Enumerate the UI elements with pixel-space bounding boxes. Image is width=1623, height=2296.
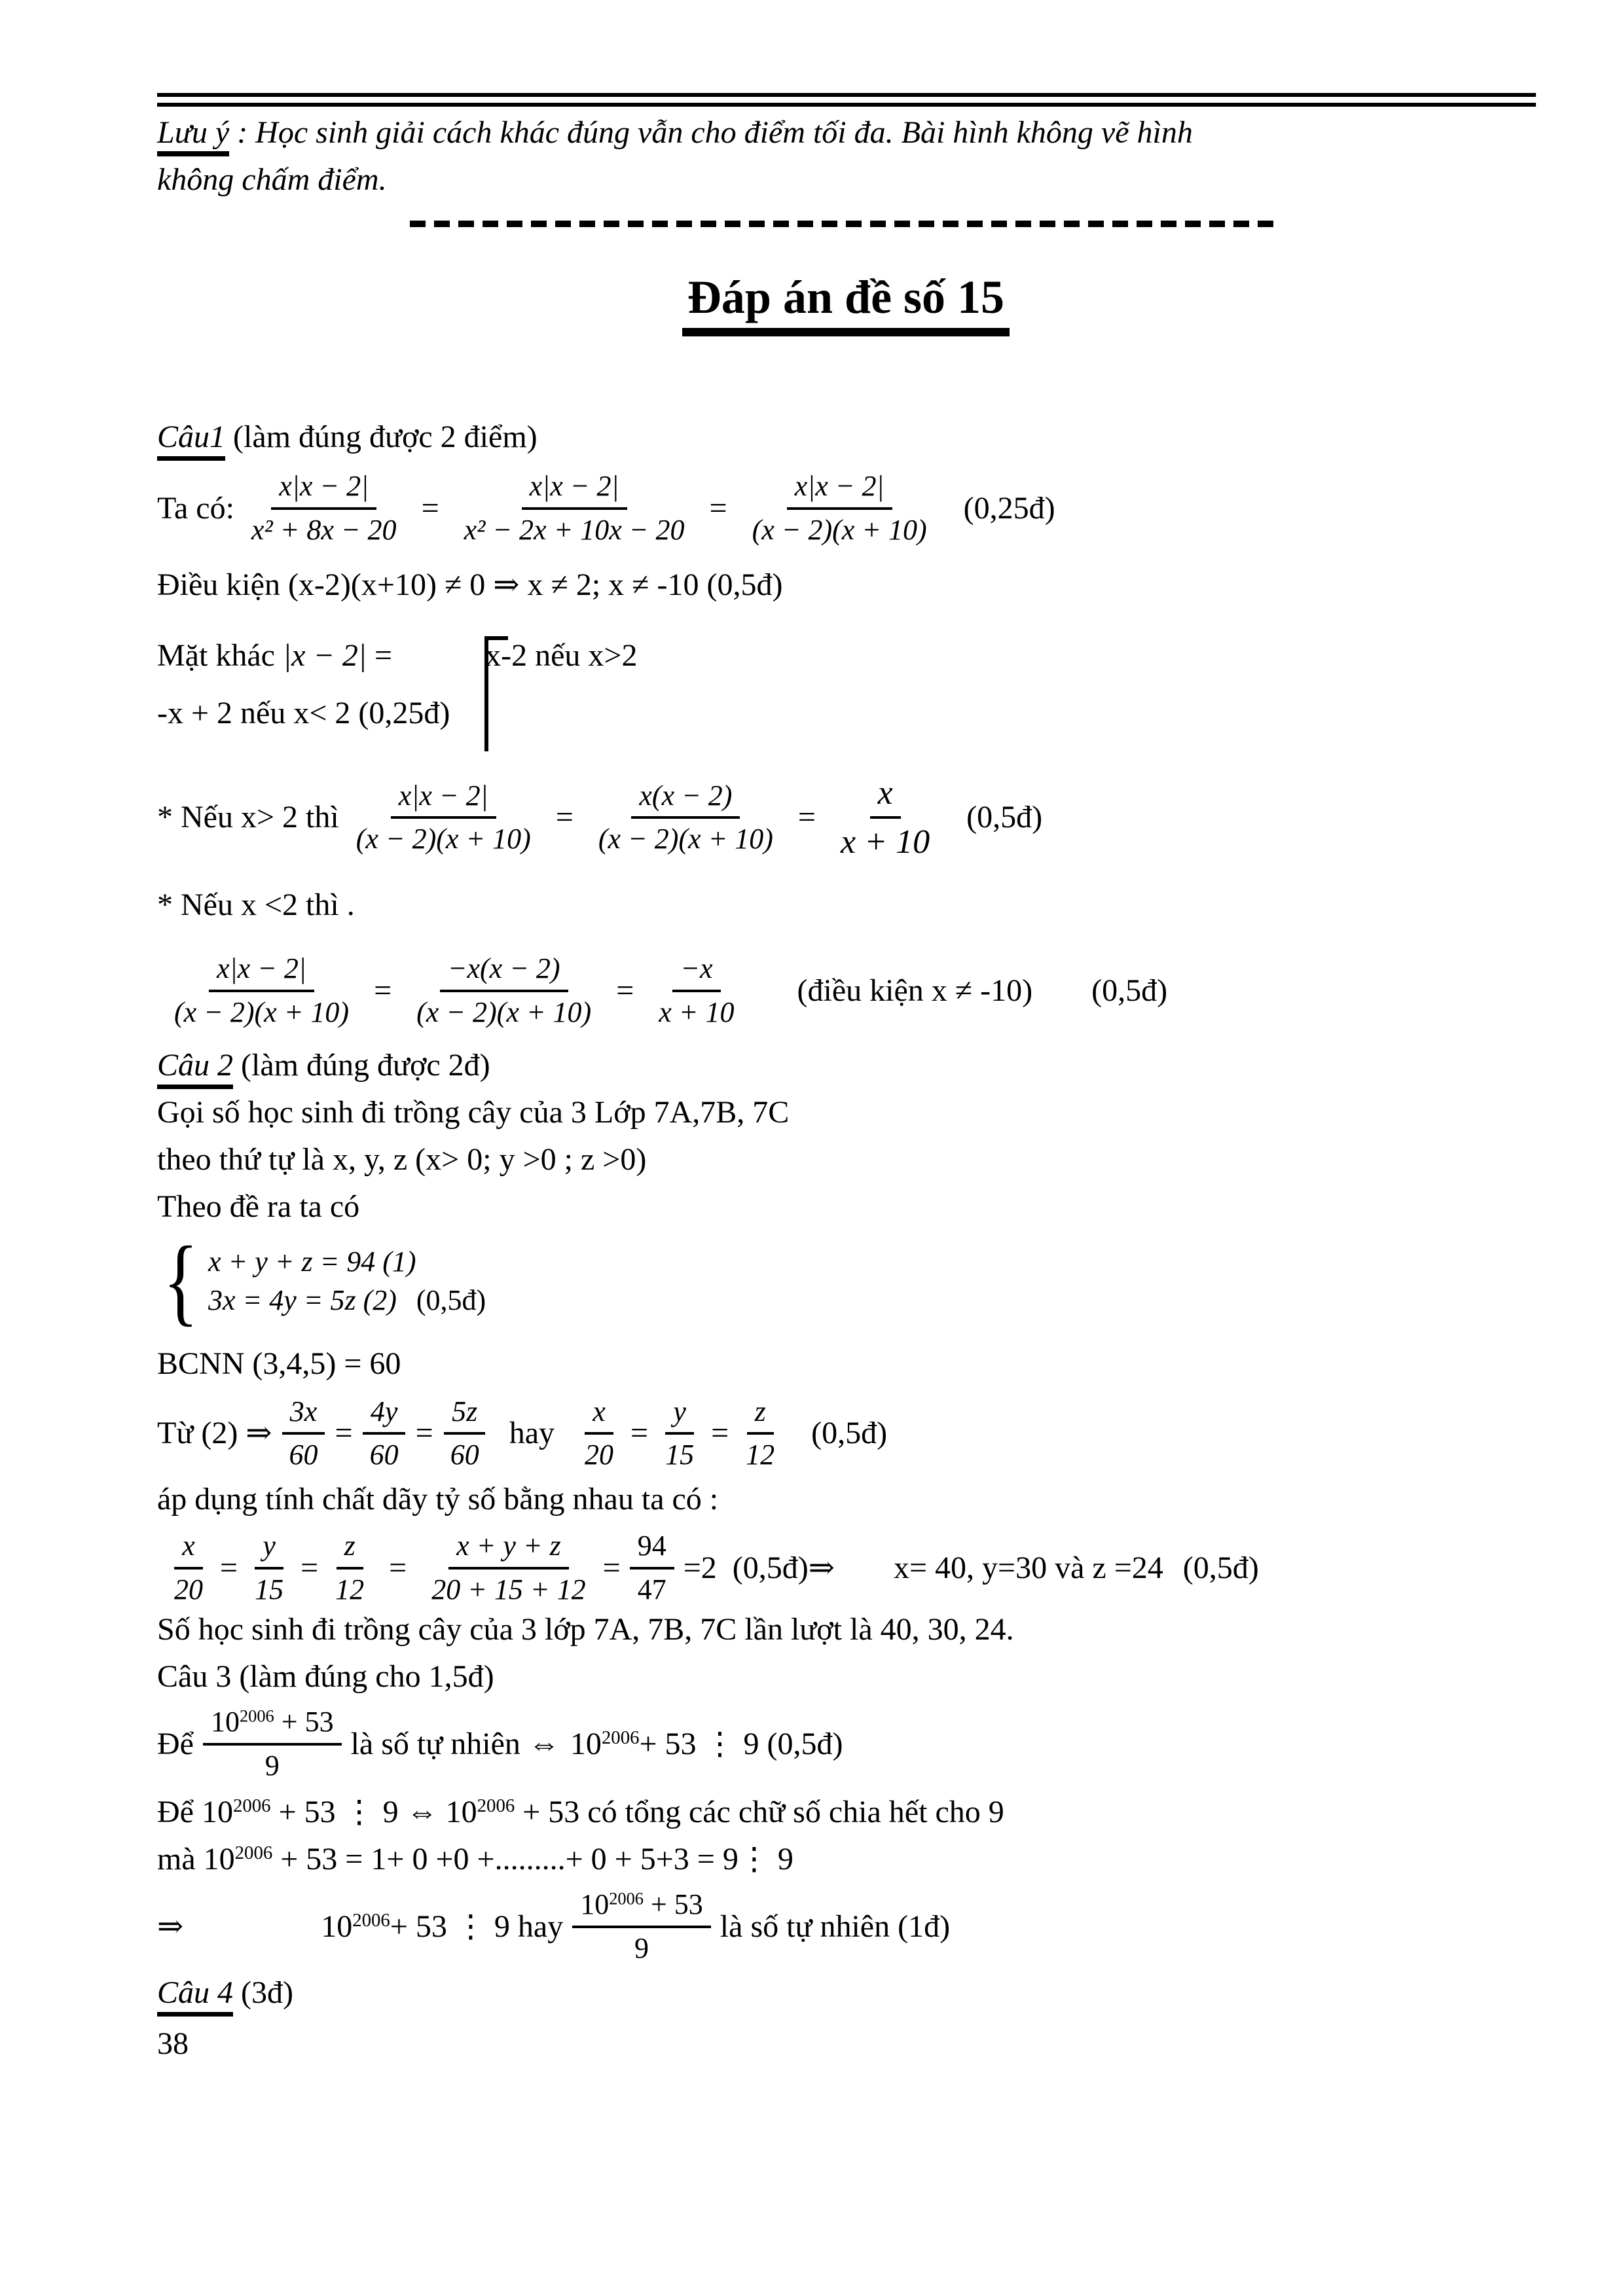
tail-text: + 53 có tổng các chữ số chia hết cho 9 xyxy=(515,1795,1004,1830)
piecewise-bracket xyxy=(484,636,508,751)
power-expression xyxy=(202,1795,271,1829)
numerator-tail: + 53 xyxy=(643,1888,703,1921)
fraction-denominator: x² + 8x − 20 xyxy=(251,513,397,546)
fraction xyxy=(327,1530,372,1606)
fraction xyxy=(738,1395,782,1472)
fraction-denominator: 9 xyxy=(634,1932,649,1965)
tail-text: là số tự nhiên (1đ) xyxy=(720,1909,951,1945)
fraction-denominator: 15 xyxy=(665,1439,695,1471)
fraction xyxy=(282,1395,326,1472)
fraction-numerator: x xyxy=(174,1530,203,1570)
fraction-denominator: (x − 2)(x + 10) xyxy=(752,513,927,546)
cau1-chain-line xyxy=(157,952,1535,1029)
fraction-numerator: −x(x − 2) xyxy=(440,952,568,992)
piecewise-case1: x-2 nếu x>2 xyxy=(485,637,638,673)
tail-text: + 53 = 1+ 0 +0 +.........+ 0 + 5+3 = 9⋮ 9 xyxy=(272,1842,793,1877)
implies-arrow: ⇒ xyxy=(157,1909,184,1945)
fraction-numerator: x|x − 2| xyxy=(522,470,627,510)
score-badge: (0,25đ) xyxy=(963,490,1055,526)
power-base: 10 xyxy=(445,1795,477,1830)
power-exponent: 2006 xyxy=(352,1910,390,1931)
fraction-denominator: x² − 2x + 10x − 20 xyxy=(464,513,685,546)
cau3-line4 xyxy=(157,1888,1535,1965)
power-expression xyxy=(211,1706,274,1738)
fraction xyxy=(591,780,781,856)
mat-khac-lead: Mặt khác xyxy=(157,637,283,673)
cau2-line-theo-de: Theo đề ra ta có xyxy=(157,1189,360,1225)
equals-sign: = xyxy=(421,490,439,526)
score-badge: (0,5đ) xyxy=(1182,1550,1259,1585)
cau1-neu-lt-line: * Nếu x <2 thì . xyxy=(157,888,355,923)
fraction xyxy=(409,952,599,1029)
power-base: 10 xyxy=(321,1909,353,1945)
fraction-numerator: x|x − 2| xyxy=(209,952,314,992)
solution-values: x= 40, y=30 và z =24 xyxy=(893,1550,1163,1585)
fraction-denominator: 20 xyxy=(174,1573,203,1605)
fraction-numerator: y xyxy=(665,1395,694,1435)
power-base: 10 xyxy=(570,1726,602,1761)
fraction-denominator: 9 xyxy=(264,1749,280,1782)
note-colon: : xyxy=(229,115,256,150)
equals-sign: = xyxy=(389,1550,407,1585)
fraction xyxy=(744,470,935,547)
equals-sign: = xyxy=(616,973,634,1008)
cau4-heading xyxy=(157,1969,1535,2017)
equals-sign: = xyxy=(797,800,816,835)
fraction xyxy=(166,952,357,1029)
power-expression xyxy=(580,1888,644,1920)
mid-text: + 53 ⋮ 9 ⇔ xyxy=(270,1795,446,1830)
ma-lead: mà xyxy=(157,1842,204,1877)
de-lead: Để xyxy=(157,1726,194,1761)
note-paragraph xyxy=(157,109,1535,204)
fraction-numerator: x + y + z xyxy=(448,1530,569,1570)
fraction-denominator: x + 10 xyxy=(659,996,735,1028)
hay-connector: hay xyxy=(509,1416,555,1451)
cau4-heading-rest: (3đ) xyxy=(233,1975,293,2010)
cau2-line-theo-thu-tu: theo thứ tự là x, y, z (x> 0; y >0 ; z >0) xyxy=(157,1142,647,1177)
tu2-lead: Từ (2) ⇒ xyxy=(157,1416,272,1451)
cau3-line2 xyxy=(157,1789,1535,1836)
power-expression xyxy=(321,1903,390,1950)
fraction xyxy=(247,1530,291,1606)
power-exponent: 2006 xyxy=(601,1727,640,1748)
mid-text: là số tự nhiên ⇔ xyxy=(350,1726,560,1761)
equals-sign: = xyxy=(220,1550,238,1585)
fraction-numerator: −x xyxy=(672,952,720,992)
power-expression xyxy=(570,1721,640,1768)
fraction xyxy=(572,1888,711,1965)
fraction-numerator: x|x − 2| xyxy=(391,780,496,819)
equals-sign: = xyxy=(709,490,727,526)
top-double-rule xyxy=(157,93,1536,107)
fraction-denominator: (x − 2)(x + 10) xyxy=(174,996,350,1028)
fraction-numerator: x|x − 2| xyxy=(787,470,892,510)
system-eq2: 3x = 4y = 5z (2) xyxy=(208,1284,397,1317)
cau2-heading-label: Câu 2 xyxy=(157,1048,233,1089)
fraction-denominator: 47 xyxy=(637,1573,666,1605)
cau2-equation-system xyxy=(157,1227,1535,1336)
ta-co-lead: Ta có: xyxy=(157,490,234,526)
cau2-tu2-line xyxy=(157,1395,1535,1472)
fraction-numerator: x(x − 2) xyxy=(631,780,740,819)
fraction-denominator: 12 xyxy=(335,1573,365,1605)
system-eq1: x + y + z = 94 (1) xyxy=(208,1246,416,1278)
note-label: Lưu ý xyxy=(157,115,229,156)
fraction xyxy=(166,1530,211,1606)
fraction-numerator: y xyxy=(255,1530,283,1570)
cau2-heading-rest: (làm đúng được 2đ) xyxy=(233,1048,490,1083)
equals-sign: = xyxy=(335,1416,353,1451)
fraction-denominator: 60 xyxy=(289,1439,318,1471)
system-brace: { xyxy=(163,1227,198,1336)
cau1-neu-gt-line xyxy=(157,774,1535,863)
fraction xyxy=(362,1395,407,1472)
cau3-line1 xyxy=(157,1706,1535,1782)
cau1-formula-ta-co xyxy=(157,470,1535,547)
fraction xyxy=(424,1530,593,1606)
fraction-denominator: (x − 2)(x + 10) xyxy=(598,823,773,855)
score-badge: (0,5đ) xyxy=(416,1284,486,1317)
equals-sign: = xyxy=(374,973,392,1008)
equals-sign: = xyxy=(711,1416,729,1451)
fraction-numerator: x|x − 2| xyxy=(271,470,376,510)
fraction-denominator: 20 xyxy=(585,1439,613,1471)
page-title: Đáp án đề số 15 xyxy=(682,269,1010,336)
cau2-chain-line xyxy=(157,1530,1535,1606)
power-base: 10 xyxy=(580,1888,610,1921)
page-number: 38 xyxy=(157,2026,189,2061)
cau1-piecewise-block xyxy=(157,632,1535,737)
cau2-apdung-line: áp dụng tính chất dãy tỷ số bằng nhau ta có : xyxy=(157,1482,719,1517)
cau1-heading-label: Câu1 xyxy=(157,420,225,461)
tail-text: + 53 ⋮ 9 (0,5đ) xyxy=(639,1726,843,1761)
fraction xyxy=(651,952,742,1029)
fraction-denominator: (x − 2)(x + 10) xyxy=(356,823,531,855)
score-badge: (0,5đ) xyxy=(811,1416,888,1451)
fraction-denominator: 60 xyxy=(369,1439,399,1471)
fraction-denominator: (x − 2)(x + 10) xyxy=(416,996,592,1028)
equals-two: =2 xyxy=(683,1550,717,1585)
cau3-heading: Câu 3 (làm đúng cho 1,5đ) xyxy=(157,1659,494,1695)
fraction-numerator: x xyxy=(585,1395,613,1435)
power-exponent: 2006 xyxy=(239,1706,274,1726)
cau2-heading xyxy=(157,1042,1535,1089)
fraction xyxy=(833,774,938,863)
power-exponent: 2006 xyxy=(234,1842,273,1864)
fraction-numerator xyxy=(572,1888,711,1928)
equals-sign: = xyxy=(415,1416,433,1451)
power-base: 10 xyxy=(210,1706,240,1738)
note-text-line1: Học sinh giải cách khác đúng vẫn cho điểm tối đa. Bài hình không vẽ hình xyxy=(255,115,1193,150)
fraction-numerator: 4y xyxy=(363,1395,406,1435)
fraction-numerator: x xyxy=(870,774,901,819)
system-equations xyxy=(208,1245,486,1318)
abs-expression: |x − 2| xyxy=(282,637,367,673)
fraction xyxy=(577,1395,621,1472)
fraction xyxy=(203,1706,342,1782)
equals-sign: = xyxy=(630,1416,649,1451)
cau2-line-goi: Gọi số học sinh đi trồng cây của 3 Lớp 7A,7B, 7C xyxy=(157,1095,790,1130)
fraction-denominator: x + 10 xyxy=(841,823,930,861)
power-expression xyxy=(204,1842,273,1876)
equals-sign: = xyxy=(301,1550,319,1585)
equals-sign: = xyxy=(555,800,574,835)
power-exponent: 2006 xyxy=(609,1888,644,1909)
fraction-denominator: 60 xyxy=(450,1439,479,1471)
power-base: 10 xyxy=(203,1842,235,1877)
score-badge: (0,5đ) xyxy=(1091,973,1168,1008)
piecewise-line1 xyxy=(157,632,1535,679)
power-base: 10 xyxy=(201,1795,233,1830)
power-expression xyxy=(446,1795,515,1829)
fraction-numerator: 5z xyxy=(444,1395,485,1435)
note-text-line2: không chấm điểm. xyxy=(157,162,387,197)
equals-sign: = xyxy=(602,1550,621,1585)
fraction xyxy=(456,470,693,547)
cau3-line3 xyxy=(157,1836,1535,1883)
cau1-dieu-kien-line: Điều kiện (x-2)(x+10) ≠ 0 ⇒ x ≠ 2; x ≠ -10 (0,5đ) xyxy=(157,567,783,602)
cau4-heading-label: Câu 4 xyxy=(157,1975,233,2017)
system-eq2-row xyxy=(208,1283,486,1318)
score-badge: (0,5đ) xyxy=(966,800,1043,835)
fraction-numerator: 3x xyxy=(282,1395,325,1435)
cau1-heading-rest: (làm đúng được 2 điểm) xyxy=(225,420,538,455)
fraction-denominator: 20 + 15 + 12 xyxy=(431,1573,586,1605)
dashed-separator xyxy=(410,221,1281,227)
fraction xyxy=(244,470,405,547)
score-arrow: (0,5đ)⇒ xyxy=(732,1550,835,1585)
de-lead: Để xyxy=(157,1795,202,1830)
fraction-numerator xyxy=(203,1706,342,1746)
mid-text: + 53 ⋮ 9 hay xyxy=(390,1909,564,1945)
neu-gt-lead: * Nếu x> 2 thì xyxy=(157,800,339,835)
fraction xyxy=(630,1530,674,1606)
condition-note: (điều kiện x ≠ -10) xyxy=(797,973,1033,1008)
title-container xyxy=(157,269,1535,336)
fraction-numerator: 94 xyxy=(630,1530,674,1570)
fraction xyxy=(348,780,539,856)
equals-sign: = xyxy=(367,637,401,673)
power-exponent: 2006 xyxy=(477,1795,515,1817)
cau2-ketluan-line: Số học sinh đi trồng cây của 3 lớp 7A, 7B, 7C lần lượt là 40, 30, 24. xyxy=(157,1612,1014,1647)
fraction xyxy=(443,1395,487,1472)
power-exponent: 2006 xyxy=(232,1795,271,1817)
piecewise-case2: -x + 2 nếu x< 2 (0,25đ) xyxy=(157,695,450,730)
fraction xyxy=(657,1395,702,1472)
numerator-tail: + 53 xyxy=(274,1706,334,1738)
cau1-heading xyxy=(157,414,1535,461)
fraction-numerator: z xyxy=(337,1530,363,1570)
fraction-denominator: 12 xyxy=(746,1439,775,1471)
cau2-bcnn-line: BCNN (3,4,5) = 60 xyxy=(157,1346,401,1381)
fraction-numerator: z xyxy=(747,1395,774,1435)
fraction-denominator: 15 xyxy=(255,1573,284,1605)
